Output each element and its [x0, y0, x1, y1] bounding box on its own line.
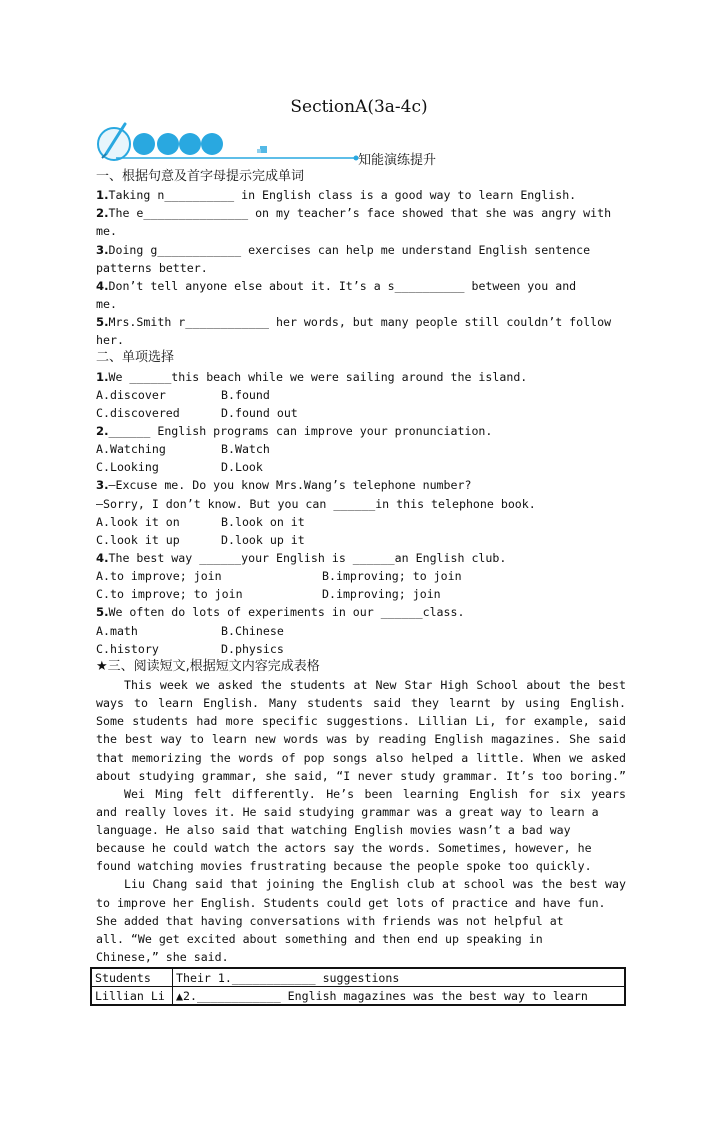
table-header-suggestions[interactable]: Their 1.____________ suggestions [173, 968, 626, 987]
passage-line: the best way to learn new words was by reading English magazines. She said [96, 732, 626, 747]
worksheet-content [96, 168, 626, 966]
s2-q4-options-ab [96, 567, 626, 585]
option-b[interactable]: B.improving; to join [322, 569, 462, 584]
option-a[interactable]: A.Watching [96, 442, 166, 457]
answer-blank[interactable]: ____________ [157, 242, 242, 257]
passage-line: Chinese,” she said. [96, 950, 229, 965]
section1-heading: 一、根据句意及首字母提示完成单词 [96, 169, 305, 184]
s1-question-2-cont: me. [96, 224, 117, 239]
passage-line: and really loves it. He said studying grammar was a great way to learn a [96, 804, 599, 819]
option-b[interactable]: B.Chinese [221, 623, 284, 638]
table-cell-suggestion[interactable]: ▲2.____________ English magazines was the best way to learn [173, 987, 626, 1006]
section2-heading: 二、单项选择 [96, 350, 175, 366]
s2-q3-options-ab [96, 513, 626, 531]
s2-question-3: 3.—Excuse me. Do you know Mrs.Wang’s telephone number? [96, 478, 472, 493]
option-d[interactable]: D.found out [221, 405, 298, 420]
s2-question-4: 4.The best way ______your English is ______an English club. [96, 550, 507, 565]
option-a[interactable]: A.look it on [96, 514, 180, 529]
s1-question-4: 4.Don’t tell anyone else about it. It’s a s__________ between you and [96, 278, 577, 293]
option-d[interactable]: D.physics [221, 641, 284, 656]
option-b[interactable]: B.look on it [221, 514, 305, 529]
banner-dot [157, 133, 179, 155]
section3-heading: ★三、阅读短文,根据短文内容完成表格 [96, 658, 320, 674]
pen-icon [98, 124, 130, 160]
option-c[interactable]: C.Looking [96, 460, 159, 475]
s2-q4-options-cd [96, 585, 626, 603]
answer-blank[interactable]: _______________ [143, 206, 249, 221]
banner-dot [201, 133, 223, 155]
s1-question-2: 2.The e_______________ on my teacher’s face showed that she was angry with [96, 206, 612, 221]
table-row [91, 968, 625, 987]
s2-q2-options-ab [96, 440, 626, 458]
s1-question-3: 3.Doing g____________ exercises can help me understand English sentence [96, 242, 591, 257]
s1-question-5-cont: her. [96, 333, 124, 348]
s2-question-3-reply: —Sorry, I don’t know. But you can ______in this telephone book. [96, 496, 536, 511]
option-c[interactable]: C.look it up [96, 532, 180, 547]
passage-line: This week we asked the students at New Star High School about the best [124, 677, 626, 692]
option-d[interactable]: D.improving; join [322, 587, 441, 602]
passage-line: about studying grammar, she said, “I never study grammar. It’s too boring.” [96, 768, 626, 783]
page-title: SectionA(3a-4c) [290, 97, 428, 117]
banner-label: 知能演练提升 [358, 153, 437, 168]
option-c[interactable]: C.discovered [96, 405, 180, 420]
answer-blank[interactable]: ____________ [185, 315, 270, 330]
s2-q5-options-ab [96, 622, 626, 640]
passage-line: Some students had more specific suggestions. Lillian Li, for example, said [96, 714, 626, 729]
passage-line: Wei Ming felt differently. He’s been learning English for six years [124, 786, 626, 801]
s1-question-4-cont: me. [96, 296, 117, 311]
banner-dot [179, 133, 201, 155]
table-cell-student: Lillian Li [91, 987, 173, 1006]
option-a[interactable]: A.to improve; join [96, 569, 222, 584]
option-c[interactable]: C.to improve; to join [96, 587, 243, 602]
passage-line: ways to learn English. Many students said they learnt by using English. [96, 696, 626, 711]
option-a[interactable]: A.discover [96, 387, 166, 402]
s1-question-5: 5.Mrs.Smith r____________ her words, but many people still couldn’t follow [96, 315, 612, 330]
s2-q2-options-cd [96, 458, 626, 476]
passage-line: She added that having conversations with friends was not helpful at [96, 913, 564, 928]
s2-question-2: 2.______ English programs can improve your pronunciation. [96, 423, 493, 438]
option-b[interactable]: B.Watch [221, 442, 270, 457]
s2-q5-options-cd [96, 640, 626, 658]
option-d[interactable]: D.look up it [221, 532, 305, 547]
s2-q1-options-ab [96, 386, 626, 404]
answer-blank[interactable]: __________ [394, 278, 465, 293]
passage-line: that memorizing the words of pop songs also helped a little. When we asked [96, 750, 626, 765]
s2-q1-options-cd [96, 404, 626, 422]
option-d[interactable]: D.Look [221, 460, 263, 475]
answer-blank[interactable]: __________ [164, 188, 235, 203]
option-b[interactable]: B.found [221, 387, 270, 402]
s2-question-5: 5.We often do lots of experiments in our ______class. [96, 605, 465, 620]
passage-line: found watching movies frustrating because the people spoke too quickly. [96, 859, 592, 874]
passage-line: language. He also said that watching English movies wasn’t a bad way [96, 823, 571, 838]
s2-q3-options-cd [96, 531, 626, 549]
s1-question-3-cont: patterns better. [96, 260, 208, 275]
passage-line: because he could watch the actors say the words. Sometimes, however, he [96, 841, 592, 856]
answer-table [90, 967, 626, 1006]
table-header-students: Students [91, 968, 173, 987]
passage-line: all. “We get excited about something and then end up speaking in [96, 931, 543, 946]
banner-dot [133, 133, 155, 155]
table-row [91, 987, 625, 1006]
s1-question-1: 1.Taking n__________ in English class is a good way to learn English. [96, 188, 577, 203]
s2-question-1: 1.We ______this beach while we were sailing around the island. [96, 369, 528, 384]
option-c[interactable]: C.history [96, 641, 159, 656]
passage-line: Liu Chang said that joining the English club at school was the best way [124, 877, 626, 892]
option-a[interactable]: A.math [96, 623, 138, 638]
passage-line: to improve her English. Students could get lots of practice and have fun. [96, 895, 606, 910]
